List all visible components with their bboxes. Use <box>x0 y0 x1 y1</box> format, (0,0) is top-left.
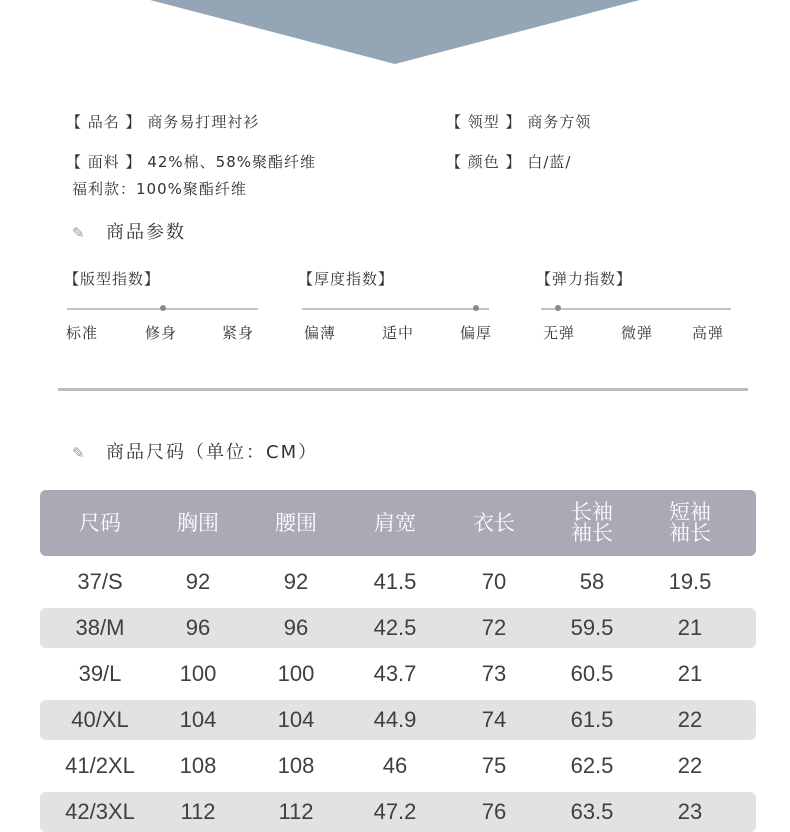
cell-long-sleeve: 58 <box>579 569 605 594</box>
cell-long-sleeve: 60.5 <box>570 661 614 686</box>
fit-index-title: 【版型指数】 <box>64 270 161 288</box>
elasticity-tick-high: 高弹 <box>692 324 725 342</box>
table-row <box>40 654 756 694</box>
header-length: 衣长 <box>473 510 515 535</box>
cell-short-sleeve: 23 <box>677 799 703 824</box>
fit-tick-standard: 标准 <box>66 324 99 342</box>
cell-long-sleeve: 61.5 <box>570 707 614 732</box>
cell-shoulder: 44.9 <box>373 707 417 732</box>
table-row <box>40 608 756 648</box>
cell-length: 76 <box>481 799 507 824</box>
cell-short-sleeve: 21 <box>677 615 703 640</box>
cell-chest: 100 <box>179 661 217 686</box>
section-divider <box>58 388 748 391</box>
collar-value: 商务方领 <box>527 113 592 131</box>
cell-long-sleeve: 63.5 <box>570 799 614 824</box>
elasticity-index-marker <box>555 305 561 311</box>
pencil-icon: ✎ <box>72 444 87 462</box>
size-table-body <box>40 562 756 832</box>
cell-length: 72 <box>481 615 507 640</box>
header-waist: 腰围 <box>275 510 317 535</box>
table-row <box>40 746 756 786</box>
fit-tick-slim: 修身 <box>145 324 178 342</box>
size-table <box>40 490 756 832</box>
header-shoulder: 肩宽 <box>374 510 416 535</box>
table-row <box>40 792 756 832</box>
thickness-index-scale <box>302 308 489 310</box>
cell-short-sleeve: 19.5 <box>668 569 712 594</box>
cell-size: 42/3XL <box>65 799 135 824</box>
params-section-title <box>72 218 186 244</box>
cell-shoulder: 46 <box>382 753 408 778</box>
size-section-title <box>72 438 318 464</box>
fabric-line <box>66 151 316 172</box>
cell-short-sleeve: 22 <box>677 753 703 778</box>
cell-chest: 104 <box>179 707 217 732</box>
product-name-line <box>66 111 259 132</box>
size-table-header <box>40 490 756 556</box>
elasticity-tick-slight: 微弹 <box>621 324 654 342</box>
header-short-sleeve: 短袖 袖长 <box>669 500 711 545</box>
cell-shoulder: 47.2 <box>373 799 417 824</box>
cell-waist: 104 <box>277 707 315 732</box>
color-label: 【 颜色 】 <box>446 153 522 171</box>
cell-chest: 96 <box>185 615 211 640</box>
elasticity-index-title: 【弹力指数】 <box>536 270 633 288</box>
collar-label: 【 领型 】 <box>446 113 522 131</box>
cell-length: 74 <box>481 707 507 732</box>
params-title-text: 商品参数 <box>106 222 186 243</box>
cell-short-sleeve: 21 <box>677 661 703 686</box>
elasticity-index-scale <box>541 308 731 310</box>
product-name-value: 商务易打理衬衫 <box>147 113 260 131</box>
welfare-line: 福利款：100%聚酯纤维 <box>72 180 247 198</box>
cell-waist: 112 <box>278 799 314 824</box>
cell-shoulder: 42.5 <box>373 615 417 640</box>
cell-shoulder: 43.7 <box>373 661 417 686</box>
cell-shoulder: 41.5 <box>373 569 417 594</box>
thickness-tick-thick: 偏厚 <box>460 324 493 342</box>
cell-length: 70 <box>481 569 507 594</box>
cell-size: 41/2XL <box>65 753 135 778</box>
cell-waist: 92 <box>283 569 309 594</box>
cell-chest: 112 <box>180 799 216 824</box>
cell-long-sleeve: 59.5 <box>570 615 614 640</box>
cell-waist: 96 <box>283 615 309 640</box>
cell-long-sleeve: 62.5 <box>570 753 614 778</box>
cell-size: 40/XL <box>71 707 129 732</box>
color-line <box>446 151 571 172</box>
header-chest: 胸围 <box>177 510 219 535</box>
color-value: 白/蓝/ <box>527 153 572 171</box>
thickness-index-marker <box>473 305 479 311</box>
thickness-index-title: 【厚度指数】 <box>298 270 395 288</box>
thickness-tick-medium: 适中 <box>382 324 415 342</box>
table-row <box>40 700 756 740</box>
cell-chest: 108 <box>179 753 217 778</box>
header-long-sleeve: 长袖 袖长 <box>571 500 613 545</box>
table-row <box>40 562 756 602</box>
collar-line <box>446 111 591 132</box>
fit-tick-tight: 紧身 <box>222 324 255 342</box>
product-name-label: 【 品名 】 <box>66 113 142 131</box>
size-title-text: 商品尺码（单位：CM） <box>106 442 319 463</box>
cell-waist: 100 <box>277 661 315 686</box>
elasticity-tick-none: 无弹 <box>543 324 576 342</box>
pencil-icon: ✎ <box>72 224 87 242</box>
fit-index-marker <box>160 305 166 311</box>
cell-short-sleeve: 22 <box>677 707 703 732</box>
fabric-label: 【 面料 】 <box>66 153 142 171</box>
cell-size: 37/S <box>77 569 123 594</box>
cell-chest: 92 <box>185 569 211 594</box>
cell-size: 39/L <box>78 661 122 686</box>
cell-length: 75 <box>481 753 507 778</box>
fabric-value: 42%棉、58%聚酯纤维 <box>147 153 317 171</box>
thickness-tick-thin: 偏薄 <box>304 324 337 342</box>
top-banner <box>0 0 790 66</box>
cell-waist: 108 <box>277 753 315 778</box>
cell-size: 38/M <box>75 615 125 640</box>
header-size: 尺码 <box>79 510 121 535</box>
cell-length: 73 <box>481 661 507 686</box>
